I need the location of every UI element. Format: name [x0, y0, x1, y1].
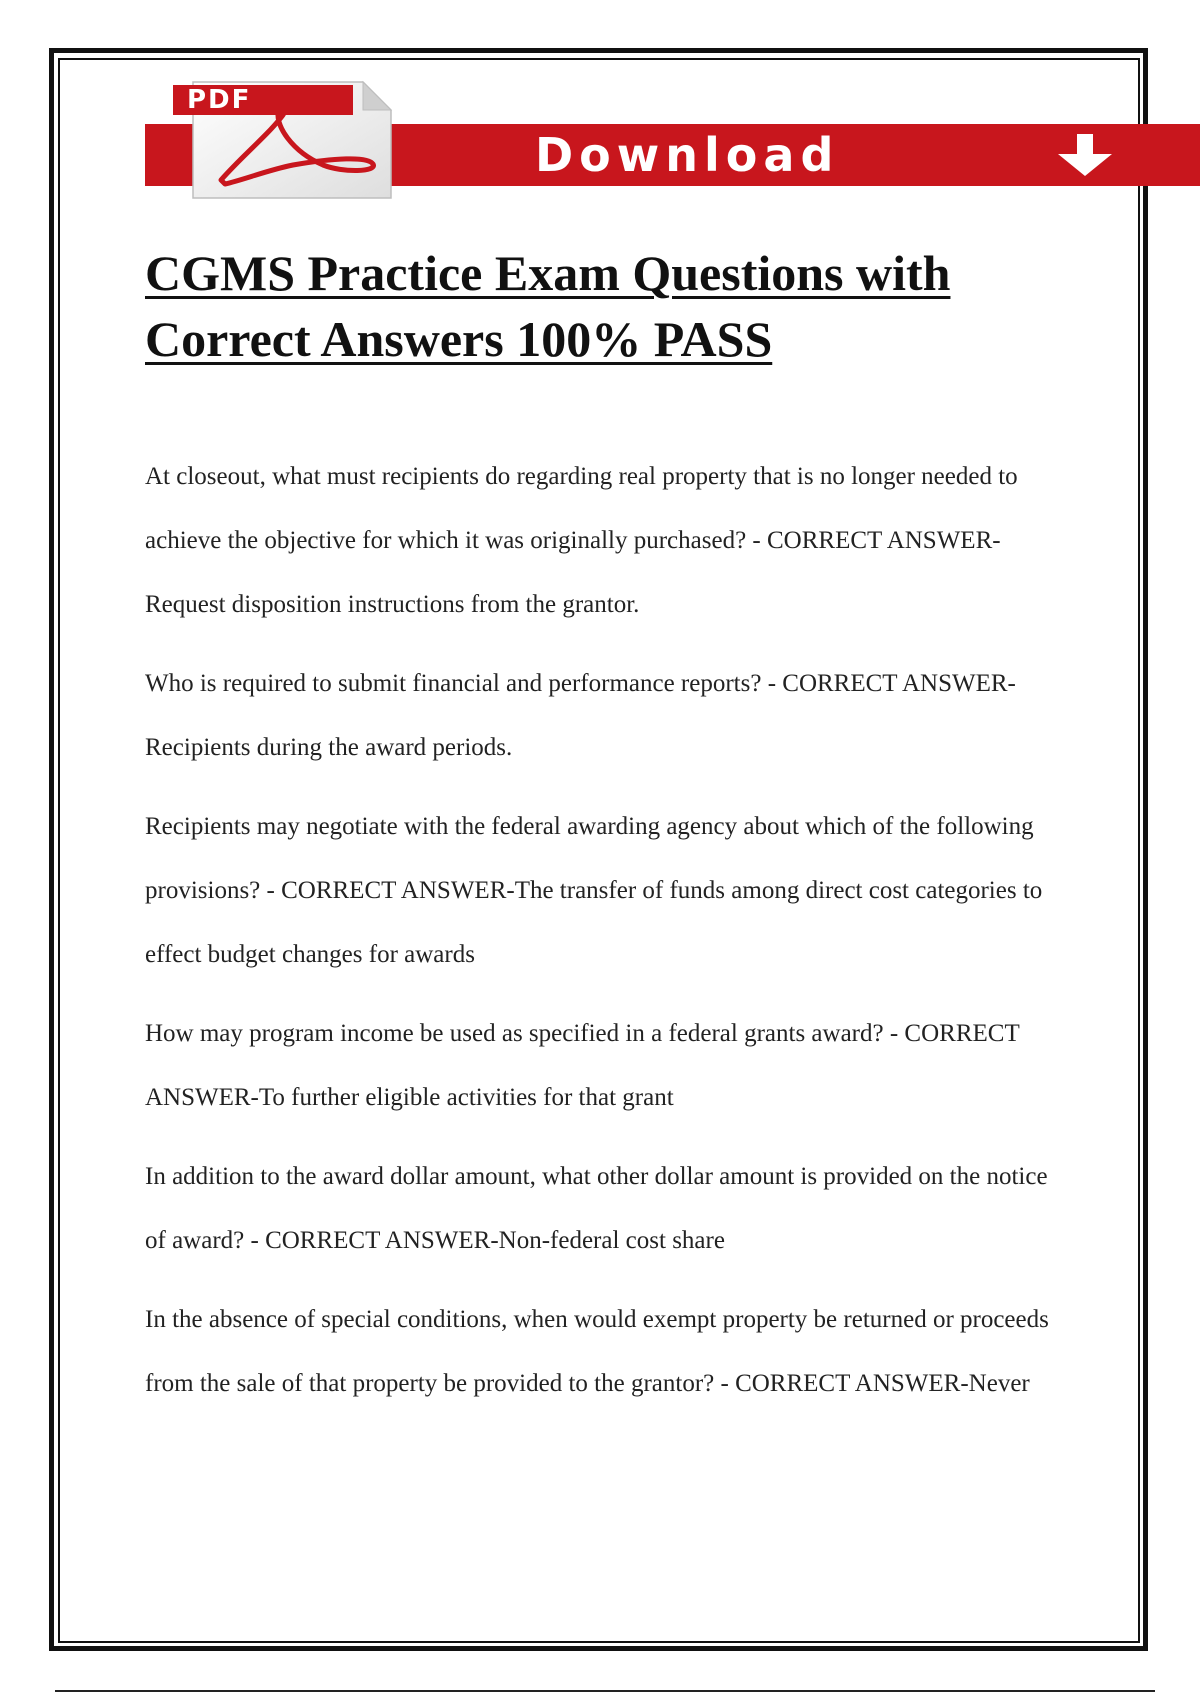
pdf-download-banner[interactable] — [145, 78, 1200, 203]
document-title: CGMS Practice Exam Questions with Correct Answers 100% PASS — [145, 245, 951, 367]
qa-list — [145, 445, 1070, 1431]
bottom-divider — [55, 1690, 1155, 1692]
download-label: Download — [535, 128, 840, 182]
pdf-label: PDF — [173, 85, 353, 115]
qa-item: Who is required to submit financial and performance reports? - CORRECT ANSWER-Recipients during the award periods. — [145, 670, 1016, 761]
download-arrow-icon — [1050, 132, 1120, 178]
qa-item: Recipients may negotiate with the federal awarding agency about which of the following provisions? - CORRECT ANSWER-The transfer of funds among direct cost categories to effect budget changes for awards — [145, 813, 1043, 968]
pdf-file-icon — [173, 80, 413, 200]
qa-item: In addition to the award dollar amount, what other dollar amount is provided on the notice of award? - CORRECT ANSWER-Non-federal cost share — [145, 1163, 1048, 1254]
qa-item: How may program income be used as specified in a federal grants award? - CORRECT ANSWER-To further eligible activities for that grant — [145, 1020, 1020, 1111]
qa-item: At closeout, what must recipients do regarding real property that is no longer needed to achieve the objective for which it was originally purchased? - CORRECT ANSWER-Request disposition instructions from the grantor. — [145, 463, 1018, 618]
qa-item: In the absence of special conditions, when would exempt property be returned or proceeds from the sale of that property be provided to the grantor? - CORRECT ANSWER-Never — [145, 1306, 1049, 1397]
